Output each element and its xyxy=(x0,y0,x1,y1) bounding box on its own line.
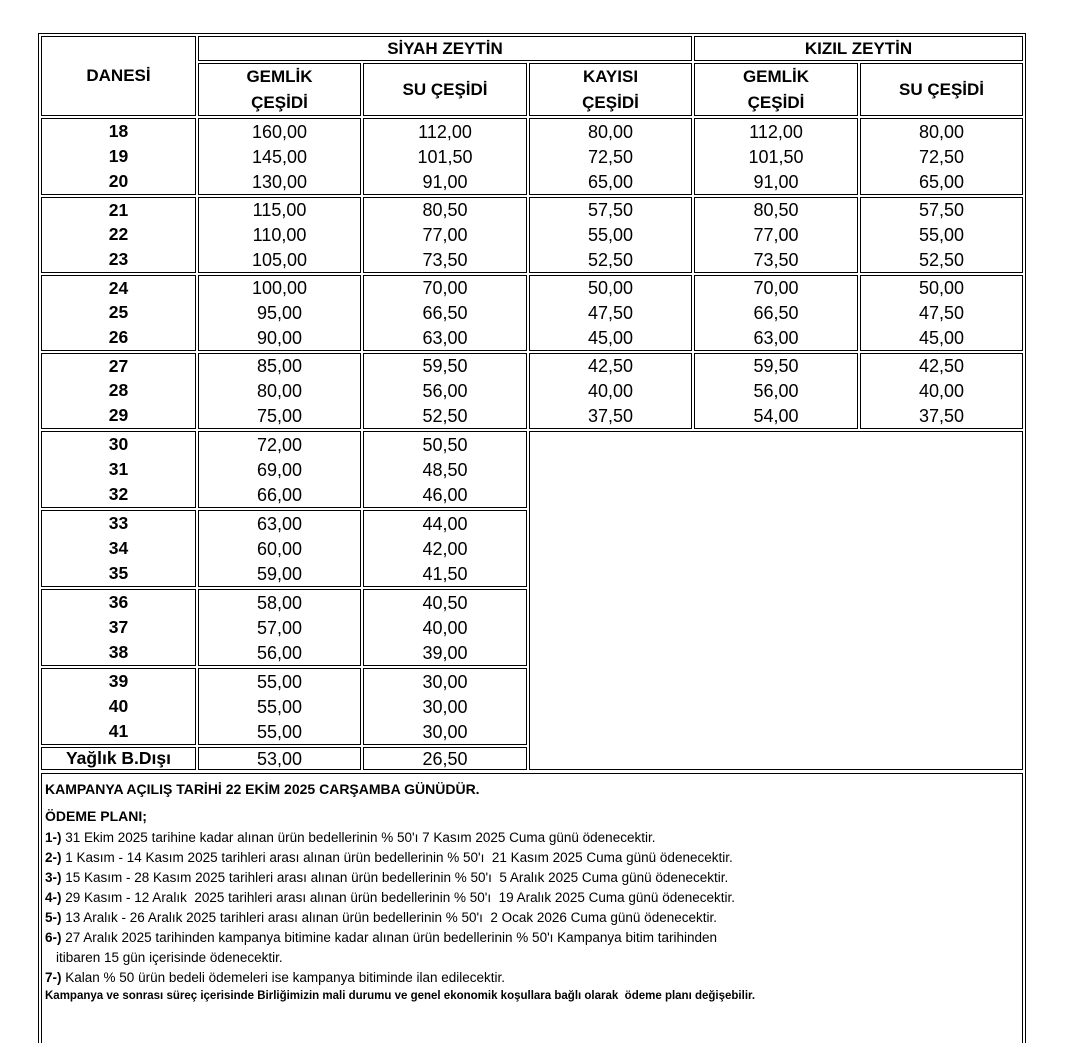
item-number: 4-) xyxy=(45,890,62,905)
siyah-su-price: 59,50 xyxy=(422,356,468,377)
column-label-line: ÇEŞİDİ xyxy=(251,92,308,112)
kizil-gemlik-price: 63,00 xyxy=(753,327,799,348)
siyah-gemlik-cell xyxy=(198,197,361,273)
olive-size-label: 27 xyxy=(108,355,129,376)
siyah-kayisi-price: 80,00 xyxy=(587,121,634,142)
siyah-gemlik-price: 57,00 xyxy=(256,617,303,638)
kizil-su-price: 57,50 xyxy=(918,200,965,221)
item-text: 29 Kasım - 12 Aralık 2025 tarihleri arası alınan ürün bedellerinin % 50'ı 19 Aralık 2025 Cuma günü ödenecektir. xyxy=(65,890,735,905)
kizil-su-price: 45,00 xyxy=(918,327,965,348)
kizil-gemlik-cell xyxy=(694,118,858,195)
kizil-gemlik-price: 101,50 xyxy=(748,146,804,167)
olive-size-label: 29 xyxy=(108,404,129,425)
siyah-su-price: 50,50 xyxy=(422,434,468,455)
siyah-su-price: 42,00 xyxy=(422,538,468,559)
olive-size-cell xyxy=(41,197,196,273)
column-label-line: SU ÇEŞİDİ xyxy=(402,79,488,99)
siyah-su-price: 91,00 xyxy=(422,171,468,192)
olive-size-cell xyxy=(41,668,196,745)
siyah-gemlik-price: 55,00 xyxy=(256,696,303,717)
kizil-gemlik-cell xyxy=(694,197,858,273)
siyah-gemlik-price: 53,00 xyxy=(256,748,303,769)
item-number: 6-) xyxy=(45,930,62,945)
item-text: 13 Aralık - 26 Aralık 2025 tarihleri arası alınan ürün bedellerinin % 50'ı 2 Ocak 2026 Cuma günü ödenecektir. xyxy=(65,910,717,925)
siyah-gemlik-cell xyxy=(198,118,361,195)
siyah-kayisi-price: 55,00 xyxy=(587,225,634,245)
item-number: 1-) xyxy=(45,830,62,845)
siyah-zeytin-header xyxy=(198,36,692,61)
kizil-su-price: 37,50 xyxy=(918,405,965,426)
kizil-su-price: 55,00 xyxy=(918,225,965,245)
payment-plan-disclaimer: Kampanya ve sonrası süreç içerisinde Birliğimizin mali durumu ve genel ekonomik koşullara bağlı olarak ödeme planı değişebilir. xyxy=(45,990,756,1002)
column-label-line: ÇEŞİDİ xyxy=(747,92,805,112)
siyah-gemlik-price: 60,00 xyxy=(256,538,303,559)
kizil-gemlik-header xyxy=(694,63,858,116)
siyah-su-cell xyxy=(363,589,527,666)
siyah-gemlik-cell xyxy=(198,747,361,770)
payment-plan-item xyxy=(45,868,1022,888)
olive-size-cell xyxy=(41,118,196,195)
column-label-line: KAYISI xyxy=(582,66,639,86)
olive-size-label: 23 xyxy=(108,248,129,269)
siyah-gemlik-cell xyxy=(198,510,361,587)
olive-size-cell xyxy=(41,510,196,587)
siyah-su-price: 101,50 xyxy=(417,146,473,167)
kizil-gemlik-price: 56,00 xyxy=(753,381,799,401)
siyah-su-cell xyxy=(363,668,527,745)
siyah-su-price: 46,00 xyxy=(422,484,468,505)
campaign-opening-date: KAMPANYA AÇILIŞ TARİHİ 22 EKİM 2025 CARŞAMBA GÜNÜDÜR. xyxy=(45,781,480,797)
siyah-su-price: 40,00 xyxy=(422,617,468,638)
siyah-su-cell xyxy=(363,747,527,770)
column-label-line: SU ÇEŞİDİ xyxy=(898,79,985,99)
olive-size-label: 33 xyxy=(108,512,129,533)
olive-size-label: 32 xyxy=(108,483,129,504)
olive-size-label: 36 xyxy=(108,591,129,612)
siyah-su-price: 40,50 xyxy=(422,592,468,613)
payment-plan-item xyxy=(45,888,1022,908)
siyah-kayisi-price: 52,50 xyxy=(587,249,634,270)
payment-plan-list xyxy=(45,828,1022,988)
olive-size-label: 28 xyxy=(108,380,129,401)
siyah-su-cell xyxy=(363,510,527,587)
siyah-kayisi-header xyxy=(529,63,692,116)
item-text: Kalan % 50 ürün bedeli ödemeleri ise kampanya bitiminde ilan edilecektir. xyxy=(65,970,506,985)
siyah-kayisi-price: 50,00 xyxy=(587,278,634,299)
siyah-su-price: 70,00 xyxy=(422,278,468,299)
siyah-gemlik-price: 145,00 xyxy=(251,146,308,167)
siyah-gemlik-price: 58,00 xyxy=(256,592,303,613)
siyah-kayisi-price: 40,00 xyxy=(587,381,634,401)
payment-plan-item xyxy=(45,928,1022,948)
olive-size-label: 19 xyxy=(108,145,129,166)
kizil-su-price: 40,00 xyxy=(918,381,965,401)
siyah-su-price: 52,50 xyxy=(422,405,468,426)
siyah-gemlik-price: 110,00 xyxy=(252,225,307,245)
kizil-gemlik-price: 112,00 xyxy=(749,121,803,142)
olive-size-label: 34 xyxy=(108,537,129,558)
siyah-kayisi-price: 72,50 xyxy=(587,146,634,167)
siyah-su-price: 26,50 xyxy=(422,748,468,769)
olive-size-cell xyxy=(41,747,196,770)
siyah-gemlik-cell xyxy=(198,353,361,429)
payment-plan-title: ÖDEME PLANI; xyxy=(45,808,147,824)
siyah-kayisi-price: 57,50 xyxy=(587,200,634,221)
item-number: 5-) xyxy=(45,910,62,925)
kizil-gemlik-price: 80,50 xyxy=(753,200,799,221)
siyah-su-price: 41,50 xyxy=(422,563,468,584)
kizil-su-price: 80,00 xyxy=(918,121,965,142)
siyah-gemlik-price: 55,00 xyxy=(256,671,303,692)
item-number: 3-) xyxy=(45,870,62,885)
payment-plan-item-continuation xyxy=(45,948,1022,968)
siyah-gemlik-price: 130,00 xyxy=(251,171,308,192)
kizil-gemlik-cell xyxy=(694,353,858,429)
item-text: 1 Kasım - 14 Kasım 2025 tarihleri arası alınan ürün bedellerinin % 50'ı 21 Kasım 2025 Cuma günü ödenecektir. xyxy=(65,850,733,865)
siyah-kayisi-cell xyxy=(529,275,692,351)
siyah-gemlik-price: 72,00 xyxy=(256,434,303,455)
kizil-su-price: 50,00 xyxy=(918,278,965,299)
siyah-gemlik-price: 63,00 xyxy=(256,513,303,534)
siyah-su-price: 30,00 xyxy=(422,671,468,692)
olive-size-label: 30 xyxy=(108,433,129,454)
olive-size-label: 21 xyxy=(108,199,129,220)
olive-size-cell xyxy=(41,431,196,508)
siyah-su-cell xyxy=(363,353,527,429)
siyah-su-price: 30,00 xyxy=(422,696,468,717)
kizil-gemlik-price: 70,00 xyxy=(753,278,799,299)
kizil-su-cell xyxy=(860,197,1023,273)
siyah-kayisi-price: 37,50 xyxy=(587,405,634,426)
siyah-kayisi-cell xyxy=(529,197,692,273)
olive-size-label: 26 xyxy=(108,326,129,347)
siyah-su-price: 30,00 xyxy=(422,721,468,742)
siyah-gemlik-price: 69,00 xyxy=(256,459,303,480)
olive-size-label: 39 xyxy=(108,670,129,691)
siyah-zeytin-label: SİYAH ZEYTİN xyxy=(387,39,503,58)
payment-plan-item xyxy=(45,828,1022,848)
siyah-su-price: 73,50 xyxy=(422,249,468,270)
siyah-su-price: 39,00 xyxy=(422,642,468,663)
kizil-zeytin-header xyxy=(694,36,1023,61)
siyah-su-header xyxy=(363,63,527,116)
siyah-gemlik-price: 105,00 xyxy=(251,249,308,270)
olive-size-label: 31 xyxy=(108,458,129,479)
siyah-su-price: 77,00 xyxy=(422,225,468,245)
siyah-kayisi-price: 65,00 xyxy=(587,171,634,192)
empty-merged-area xyxy=(529,431,1023,770)
olive-size-label: 25 xyxy=(108,302,129,323)
kizil-su-price: 52,50 xyxy=(918,249,965,270)
kizil-su-price: 72,50 xyxy=(918,146,965,167)
item-text: 31 Ekim 2025 tarihine kadar alınan ürün bedellerinin % 50'ı 7 Kasım 2025 Cuma günü ödenecektir. xyxy=(65,830,656,845)
siyah-su-price: 112,00 xyxy=(418,121,472,142)
kizil-su-price: 42,50 xyxy=(918,356,965,377)
item-number: 7-) xyxy=(45,970,62,985)
olive-size-label: 37 xyxy=(108,616,129,637)
kizil-zeytin-label: KIZIL ZEYTİN xyxy=(804,39,913,58)
olive-size-label: 41 xyxy=(108,720,129,741)
kizil-gemlik-price: 54,00 xyxy=(753,405,799,426)
siyah-su-price: 44,00 xyxy=(422,513,468,534)
payment-plan-item xyxy=(45,968,1022,988)
item-number: 2-) xyxy=(45,850,62,865)
siyah-su-cell xyxy=(363,118,527,195)
siyah-gemlik-price: 95,00 xyxy=(256,303,303,323)
olive-size-cell xyxy=(41,589,196,666)
olive-size-label: 35 xyxy=(108,562,129,583)
payment-plan-item xyxy=(45,848,1022,868)
olive-size-label: 20 xyxy=(108,170,129,191)
olive-size-label: 22 xyxy=(108,224,129,245)
olive-size-label: 18 xyxy=(108,120,129,141)
danesi-header xyxy=(41,36,196,116)
kizil-su-cell xyxy=(860,118,1023,195)
item-text: itibaren 15 gün içerisinde ödenecektir. xyxy=(56,950,283,965)
olive-size-cell xyxy=(41,275,196,351)
kizil-gemlik-cell xyxy=(694,275,858,351)
campaign-notes xyxy=(41,773,1023,1043)
siyah-gemlik-price: 56,00 xyxy=(256,642,303,663)
danesi-header-label: DANESİ xyxy=(86,66,151,85)
payment-plan-item xyxy=(45,908,1022,928)
siyah-gemlik-price: 85,00 xyxy=(256,356,303,377)
siyah-gemlik-cell xyxy=(198,275,361,351)
kizil-gemlik-price: 77,00 xyxy=(753,225,799,245)
siyah-gemlik-price: 80,00 xyxy=(256,381,303,401)
siyah-su-cell xyxy=(363,197,527,273)
siyah-gemlik-price: 75,00 xyxy=(256,405,303,426)
siyah-gemlik-price: 55,00 xyxy=(256,721,303,742)
siyah-su-price: 63,00 xyxy=(422,327,468,348)
siyah-gemlik-price: 115,00 xyxy=(252,200,307,221)
kizil-su-price: 47,50 xyxy=(918,303,965,323)
siyah-gemlik-price: 100,00 xyxy=(251,278,308,299)
siyah-su-price: 80,50 xyxy=(422,200,468,221)
siyah-gemlik-cell xyxy=(198,668,361,745)
kizil-gemlik-price: 73,50 xyxy=(753,249,799,270)
siyah-gemlik-cell xyxy=(198,589,361,666)
kizil-su-cell xyxy=(860,353,1023,429)
item-text: 15 Kasım - 28 Kasım 2025 tarihleri arası alınan ürün bedellerinin % 50'ı 5 Aralık 2025 Cuma günü ödenecektir. xyxy=(65,870,729,885)
siyah-gemlik-price: 59,00 xyxy=(256,563,303,584)
kizil-su-price: 65,00 xyxy=(918,171,965,192)
siyah-gemlik-price: 66,00 xyxy=(256,484,303,505)
kizil-su-header xyxy=(860,63,1023,116)
siyah-gemlik-price: 90,00 xyxy=(256,327,303,348)
siyah-kayisi-price: 45,00 xyxy=(587,327,634,348)
kizil-su-cell xyxy=(860,275,1023,351)
kizil-gemlik-price: 66,50 xyxy=(753,303,799,323)
siyah-gemlik-cell xyxy=(198,431,361,508)
siyah-su-cell xyxy=(363,431,527,508)
siyah-su-price: 66,50 xyxy=(422,303,468,323)
column-label-line: GEMLİK xyxy=(742,66,810,86)
siyah-kayisi-price: 47,50 xyxy=(587,303,634,323)
kizil-gemlik-price: 59,50 xyxy=(753,356,799,377)
olive-size-label: 40 xyxy=(108,695,129,716)
siyah-kayisi-cell xyxy=(529,118,692,195)
olive-size-label: Yağlık B.Dışı xyxy=(65,747,172,768)
siyah-gemlik-price: 160,00 xyxy=(251,121,308,142)
siyah-kayisi-price: 42,50 xyxy=(587,356,634,377)
column-label-line: ÇEŞİDİ xyxy=(582,92,639,112)
olive-size-cell xyxy=(41,353,196,429)
siyah-gemlik-header xyxy=(198,63,361,116)
item-text: 27 Aralık 2025 tarihinden kampanya bitimine kadar alınan ürün bedellerinin % 50'ı Kampanya bitim tarihinden xyxy=(65,930,717,945)
siyah-su-cell xyxy=(363,275,527,351)
olive-size-label: 38 xyxy=(108,641,129,662)
column-label-line: GEMLİK xyxy=(246,66,313,86)
siyah-kayisi-cell xyxy=(529,353,692,429)
siyah-su-price: 48,50 xyxy=(422,459,468,480)
olive-size-label: 24 xyxy=(108,277,129,298)
siyah-su-price: 56,00 xyxy=(422,381,468,401)
kizil-gemlik-price: 91,00 xyxy=(753,171,799,192)
